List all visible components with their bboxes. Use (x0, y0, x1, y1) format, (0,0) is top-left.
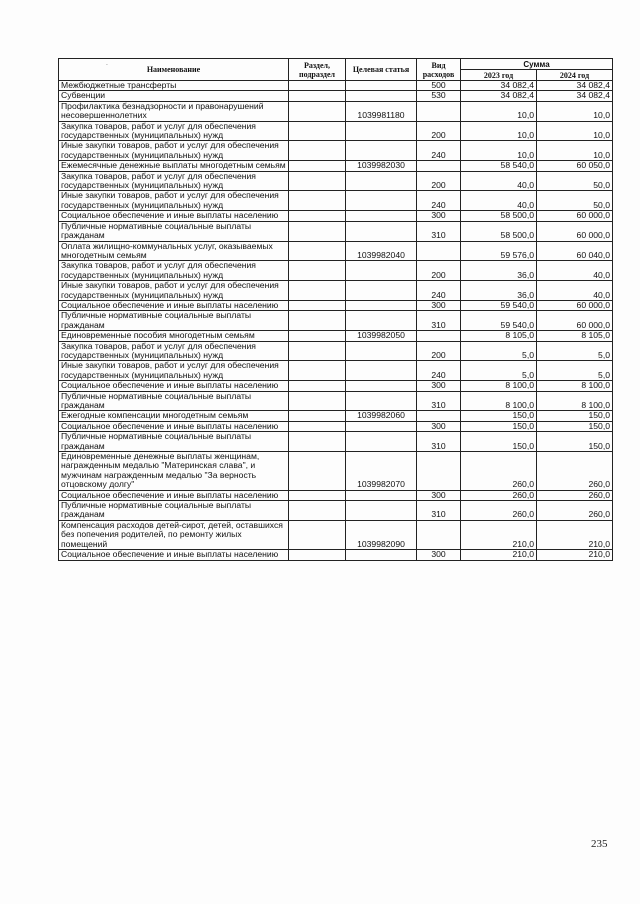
row-type-cell: 530 (417, 91, 461, 101)
row-type-cell: 310 (417, 501, 461, 521)
row-sum-2024-cell: 50,0 (537, 171, 613, 191)
row-name-cell: Единовременные денежные выплаты женщинам, награжденным медалью "Материнская слава", и мужчинам награжденным медалью "За верность отцовскому долгу" (59, 452, 289, 491)
row-target-cell: 1039982050 (346, 331, 417, 341)
row-sum-2024-cell: 8 100,0 (537, 381, 613, 391)
budget-table (58, 58, 613, 561)
row-sum-2024-cell: 210,0 (537, 550, 613, 560)
table-row (59, 101, 613, 121)
row-section-cell (289, 421, 346, 431)
row-section-cell (289, 341, 346, 361)
row-name-cell: Единовременные пособия многодетным семьям (59, 331, 289, 341)
row-target-cell: 1039982070 (346, 452, 417, 491)
row-name-cell: Иные закупки товаров, работ и услуг для обеспечения государственных (муниципальных) нужд (59, 281, 289, 301)
table-row (59, 300, 613, 310)
row-type-cell (417, 101, 461, 121)
table-row (59, 331, 613, 341)
table-row (59, 550, 613, 560)
row-type-cell: 310 (417, 432, 461, 452)
row-target-cell (346, 281, 417, 301)
row-name-cell: Межбюджетные трансферты (59, 81, 289, 91)
row-section-cell (289, 490, 346, 500)
row-target-cell (346, 211, 417, 221)
header-year-2024: 2024 год (537, 70, 613, 81)
row-sum-2023-cell: 58 500,0 (461, 221, 537, 241)
row-type-cell (417, 520, 461, 549)
row-section-cell (289, 171, 346, 191)
table-row (59, 81, 613, 91)
row-sum-2023-cell: 260,0 (461, 490, 537, 500)
row-sum-2023-cell: 10,0 (461, 141, 537, 161)
row-sum-2024-cell: 150,0 (537, 421, 613, 431)
row-sum-2023-cell: 10,0 (461, 121, 537, 141)
scan-mark: · (106, 62, 108, 69)
row-sum-2024-cell: 10,0 (537, 121, 613, 141)
row-sum-2023-cell: 36,0 (461, 281, 537, 301)
row-sum-2024-cell: 34 082,4 (537, 81, 613, 91)
row-section-cell (289, 281, 346, 301)
row-sum-2023-cell: 59 540,0 (461, 311, 537, 331)
table-row (59, 171, 613, 191)
row-type-cell: 300 (417, 300, 461, 310)
table-row (59, 391, 613, 411)
row-sum-2023-cell: 36,0 (461, 261, 537, 281)
row-sum-2023-cell: 150,0 (461, 432, 537, 452)
page-number: 235 (591, 838, 608, 850)
table-row (59, 221, 613, 241)
table-row (59, 121, 613, 141)
row-sum-2024-cell: 60 050,0 (537, 161, 613, 171)
row-type-cell: 500 (417, 81, 461, 91)
row-name-cell: Публичные нормативные социальные выплаты гражданам (59, 432, 289, 452)
row-target-cell (346, 91, 417, 101)
row-sum-2024-cell: 150,0 (537, 411, 613, 421)
row-sum-2023-cell: 8 105,0 (461, 331, 537, 341)
row-section-cell (289, 191, 346, 211)
row-sum-2024-cell: 5,0 (537, 361, 613, 381)
header-target: Целевая статья (346, 59, 417, 81)
row-name-cell: Закупка товаров, работ и услуг для обеспечения государственных (муниципальных) нужд (59, 171, 289, 191)
header-name: Наименование (59, 59, 289, 81)
row-name-cell: Компенсация расходов детей-сирот, детей, оставшихся без попечения родителей, по ремонту жилых помещений (59, 520, 289, 549)
row-section-cell (289, 391, 346, 411)
row-name-cell: Иные закупки товаров, работ и услуг для обеспечения государственных (муниципальных) нужд (59, 141, 289, 161)
row-section-cell (289, 411, 346, 421)
row-sum-2023-cell: 210,0 (461, 550, 537, 560)
row-name-cell: Субвенции (59, 91, 289, 101)
row-name-cell: Иные закупки товаров, работ и услуг для обеспечения государственных (муниципальных) нужд (59, 191, 289, 211)
row-sum-2023-cell: 59 540,0 (461, 300, 537, 310)
row-sum-2024-cell: 8 100,0 (537, 391, 613, 411)
row-sum-2024-cell: 60 000,0 (537, 221, 613, 241)
table-row (59, 281, 613, 301)
row-section-cell (289, 381, 346, 391)
row-section-cell (289, 221, 346, 241)
row-type-cell: 300 (417, 490, 461, 500)
row-type-cell (417, 161, 461, 171)
row-sum-2023-cell: 40,0 (461, 191, 537, 211)
row-sum-2023-cell: 260,0 (461, 501, 537, 521)
table-row (59, 141, 613, 161)
row-type-cell (417, 331, 461, 341)
row-type-cell: 300 (417, 550, 461, 560)
row-name-cell: Оплата жилищно-коммунальных услуг, оказываемых многодетным семьям (59, 241, 289, 261)
row-type-cell: 240 (417, 281, 461, 301)
row-type-cell: 200 (417, 261, 461, 281)
row-target-cell (346, 81, 417, 91)
row-section-cell (289, 432, 346, 452)
row-name-cell: Публичные нормативные социальные выплаты гражданам (59, 391, 289, 411)
row-sum-2024-cell: 210,0 (537, 520, 613, 549)
row-name-cell: Иные закупки товаров, работ и услуг для обеспечения государственных (муниципальных) нужд (59, 361, 289, 381)
table-row (59, 311, 613, 331)
row-type-cell: 310 (417, 311, 461, 331)
row-sum-2024-cell: 150,0 (537, 432, 613, 452)
row-name-cell: Закупка товаров, работ и услуг для обеспечения государственных (муниципальных) нужд (59, 121, 289, 141)
table-row (59, 490, 613, 500)
row-name-cell: Закупка товаров, работ и услуг для обеспечения государственных (муниципальных) нужд (59, 261, 289, 281)
row-sum-2024-cell: 40,0 (537, 281, 613, 301)
row-section-cell (289, 550, 346, 560)
row-target-cell (346, 550, 417, 560)
table-row (59, 341, 613, 361)
row-name-cell: Публичные нормативные социальные выплаты гражданам (59, 221, 289, 241)
row-target-cell (346, 432, 417, 452)
row-section-cell (289, 452, 346, 491)
row-sum-2023-cell: 150,0 (461, 411, 537, 421)
row-name-cell: Социальное обеспечение и иные выплаты населению (59, 381, 289, 391)
row-name-cell: Ежемесячные денежные выплаты многодетным семьям (59, 161, 289, 171)
row-sum-2024-cell: 34 082,4 (537, 91, 613, 101)
row-type-cell: 200 (417, 171, 461, 191)
row-sum-2023-cell: 5,0 (461, 341, 537, 361)
header-type: Вид расходов (417, 59, 461, 81)
row-section-cell (289, 311, 346, 331)
row-target-cell (346, 341, 417, 361)
row-type-cell (417, 411, 461, 421)
row-name-cell: Ежегодные компенсации многодетным семьям (59, 411, 289, 421)
table-row (59, 501, 613, 521)
table-row (59, 381, 613, 391)
row-target-cell: 1039982030 (346, 161, 417, 171)
row-type-cell: 240 (417, 361, 461, 381)
row-section-cell (289, 211, 346, 221)
table-row (59, 411, 613, 421)
table-row (59, 91, 613, 101)
row-sum-2024-cell: 260,0 (537, 490, 613, 500)
row-sum-2024-cell: 260,0 (537, 452, 613, 491)
header-year-2023: 2023 год (461, 70, 537, 81)
row-target-cell (346, 300, 417, 310)
row-name-cell: Закупка товаров, работ и услуг для обеспечения государственных (муниципальных) нужд (59, 341, 289, 361)
row-target-cell (346, 391, 417, 411)
table-body (59, 81, 613, 561)
row-type-cell: 240 (417, 141, 461, 161)
row-name-cell: Социальное обеспечение и иные выплаты населению (59, 421, 289, 431)
row-sum-2023-cell: 58 500,0 (461, 211, 537, 221)
table-row (59, 361, 613, 381)
row-target-cell (346, 121, 417, 141)
row-target-cell (346, 490, 417, 500)
row-sum-2023-cell: 10,0 (461, 101, 537, 121)
row-sum-2023-cell: 40,0 (461, 171, 537, 191)
row-sum-2023-cell: 260,0 (461, 452, 537, 491)
table-row (59, 452, 613, 491)
row-sum-2024-cell: 60 000,0 (537, 211, 613, 221)
row-target-cell (346, 421, 417, 431)
row-name-cell: Социальное обеспечение и иные выплаты населению (59, 211, 289, 221)
row-name-cell: Публичные нормативные социальные выплаты гражданам (59, 311, 289, 331)
row-type-cell (417, 452, 461, 491)
table-row (59, 161, 613, 171)
row-sum-2024-cell: 60 000,0 (537, 311, 613, 331)
row-section-cell (289, 331, 346, 341)
row-target-cell (346, 221, 417, 241)
row-section-cell (289, 101, 346, 121)
row-sum-2024-cell: 5,0 (537, 341, 613, 361)
row-type-cell: 310 (417, 391, 461, 411)
row-type-cell: 310 (417, 221, 461, 241)
row-sum-2023-cell: 5,0 (461, 361, 537, 381)
row-type-cell: 300 (417, 211, 461, 221)
row-target-cell: 1039981180 (346, 101, 417, 121)
row-name-cell: Социальное обеспечение и иные выплаты населению (59, 550, 289, 560)
row-type-cell: 200 (417, 341, 461, 361)
row-sum-2023-cell: 58 540,0 (461, 161, 537, 171)
table-row (59, 261, 613, 281)
table-row (59, 241, 613, 261)
row-sum-2023-cell: 34 082,4 (461, 81, 537, 91)
row-target-cell: 1039982090 (346, 520, 417, 549)
row-target-cell (346, 141, 417, 161)
row-target-cell (346, 261, 417, 281)
row-sum-2024-cell: 40,0 (537, 261, 613, 281)
row-sum-2024-cell: 10,0 (537, 141, 613, 161)
row-sum-2023-cell: 59 576,0 (461, 241, 537, 261)
row-sum-2024-cell: 260,0 (537, 501, 613, 521)
table-row (59, 211, 613, 221)
row-name-cell: Социальное обеспечение и иные выплаты населению (59, 300, 289, 310)
row-target-cell: 1039982040 (346, 241, 417, 261)
row-target-cell (346, 501, 417, 521)
row-name-cell: Социальное обеспечение и иные выплаты населению (59, 490, 289, 500)
row-section-cell (289, 300, 346, 310)
row-target-cell (346, 191, 417, 211)
row-section-cell (289, 241, 346, 261)
row-type-cell: 300 (417, 381, 461, 391)
row-sum-2024-cell: 60 040,0 (537, 241, 613, 261)
row-section-cell (289, 121, 346, 141)
row-sum-2024-cell: 60 000,0 (537, 300, 613, 310)
header-sum: Сумма (461, 59, 613, 70)
row-section-cell (289, 161, 346, 171)
row-target-cell (346, 171, 417, 191)
row-target-cell: 1039982060 (346, 411, 417, 421)
table-row (59, 520, 613, 549)
row-section-cell (289, 91, 346, 101)
row-sum-2023-cell: 210,0 (461, 520, 537, 549)
row-sum-2023-cell: 34 082,4 (461, 91, 537, 101)
row-name-cell: Публичные нормативные социальные выплаты гражданам (59, 501, 289, 521)
table-row (59, 432, 613, 452)
row-target-cell (346, 381, 417, 391)
row-target-cell (346, 361, 417, 381)
row-sum-2024-cell: 50,0 (537, 191, 613, 211)
row-type-cell: 300 (417, 421, 461, 431)
row-sum-2023-cell: 8 100,0 (461, 381, 537, 391)
row-sum-2023-cell: 8 100,0 (461, 391, 537, 411)
row-sum-2024-cell: 8 105,0 (537, 331, 613, 341)
row-target-cell (346, 311, 417, 331)
row-sum-2024-cell: 10,0 (537, 101, 613, 121)
table-row (59, 421, 613, 431)
row-section-cell (289, 261, 346, 281)
row-section-cell (289, 81, 346, 91)
row-section-cell (289, 501, 346, 521)
row-section-cell (289, 520, 346, 549)
table-row (59, 191, 613, 211)
header-section: Раздел, подраздел (289, 59, 346, 81)
row-type-cell: 240 (417, 191, 461, 211)
row-type-cell: 200 (417, 121, 461, 141)
row-sum-2023-cell: 150,0 (461, 421, 537, 431)
row-type-cell (417, 241, 461, 261)
row-name-cell: Профилактика безнадзорности и правонарушений несовершеннолетних (59, 101, 289, 121)
row-section-cell (289, 361, 346, 381)
row-section-cell (289, 141, 346, 161)
